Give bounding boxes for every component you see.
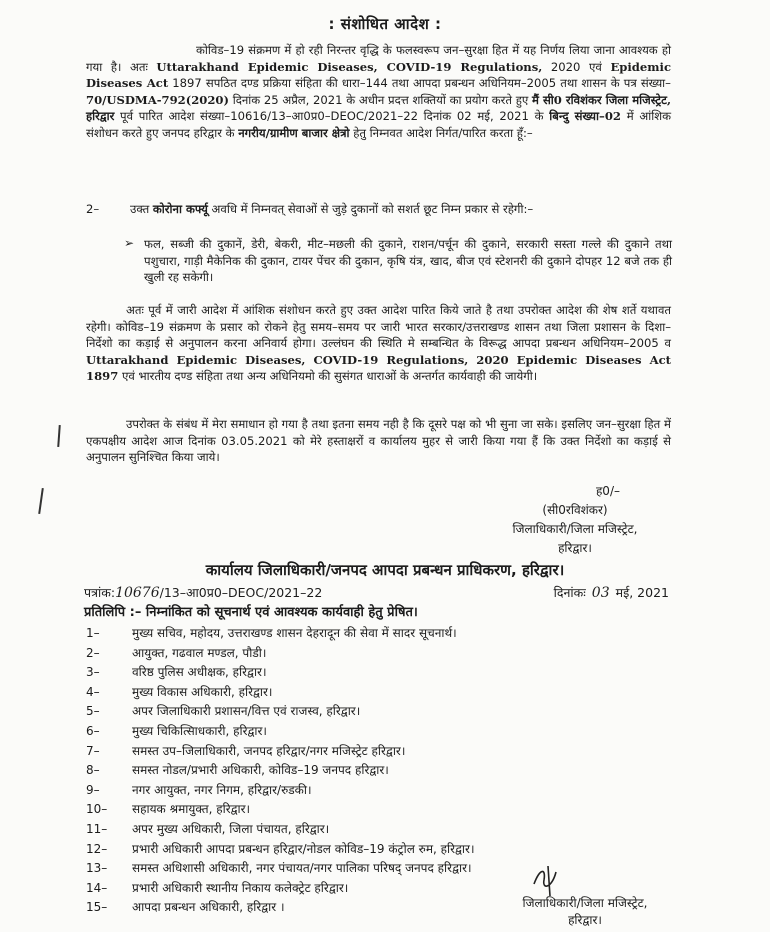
signature-initials: ह0/– bbox=[595, 484, 620, 498]
recipient-number: 1– bbox=[86, 626, 100, 640]
paragraph-4: उपरोक्त के संबंध में मेरा समाधान हो गया है तथा इतना समय नही है कि दूसरे पक्ष को भी सुना जा सके। इसलिए जन–सुरक्षा हित में एकपक्षीय आदेश आज दिनांक 03.05.2021 को मेरे हस्ताक्षरों व कार्यालय मुहर से जारी किया गया हैं कि उक्त निर्देशो का कड़ाई से अनुपालन सुनिश्चित किया जाये। bbox=[86, 417, 671, 465]
para2-bold-curfew: कोरोना कर्फ्यू bbox=[152, 202, 208, 216]
reference-line bbox=[84, 584, 669, 601]
paragraph-1 bbox=[86, 42, 671, 142]
list-item bbox=[86, 683, 606, 703]
reference-label: पत्रांक: bbox=[84, 585, 116, 600]
signature-name: (सी0रविशंकर) bbox=[542, 503, 608, 517]
recipient-number: 13– bbox=[86, 861, 108, 876]
recipient-number: 10– bbox=[86, 802, 108, 817]
para1-text-g: में आंशिक संशोधन करते हुए जनपद हरिद्वार के bbox=[86, 109, 671, 140]
document-title: : संशोधित आदेश : bbox=[328, 15, 442, 33]
signature-place: हरिद्वार। bbox=[558, 541, 592, 555]
list-item bbox=[86, 663, 606, 683]
recipient-text: मुख्य विकास अधिकारी, हरिद्वार। bbox=[132, 684, 273, 699]
date-label: दिनांकः bbox=[553, 585, 586, 600]
para1-text-a: कोविड–19 संक्रमण में हो रही निरन्तर वृद्धि के फलस्वरूप जन–सुरक्षा हित में यह निर्णय लिया जाना आवश्यक हो गया है। अतः bbox=[86, 43, 671, 74]
reference-date bbox=[554, 584, 669, 601]
bullet-point: फल, सब्जी की दुकानें, डेरी, बेकरी, मीट–मछली की दुकाने, राशन/पर्चून की दुकाने, सरकारी सस्ता गल्ले की दुकाने तथा पशुचारा, गाड़ी मैकेनिक की दुकान, टायर पेंचर की दुकान, कृषि यंत्र, खाद, बीज एवं स्टेशनरी की दुकाने दोपहर 12 बजे तक ही खुली रह सकेगी। bbox=[144, 237, 672, 285]
footer-place: हरिद्वार। bbox=[568, 913, 602, 927]
list-item bbox=[86, 722, 606, 742]
para2-number: 2– bbox=[86, 202, 100, 216]
recipient-text: समस्त अधिशासी अधिकारी, नगर पंचायत/नगर पालिका परिषद् जनपद हरिद्वार। bbox=[132, 861, 472, 876]
arrow-bullet-icon: ➢ bbox=[124, 236, 135, 250]
list-item bbox=[86, 702, 606, 722]
para1-text-c: 2020 एवं bbox=[542, 59, 611, 74]
footer-designation: जिलाधिकारी/जिला मजिस्ट्रेट, bbox=[522, 896, 648, 910]
recipient-number: 11– bbox=[86, 821, 108, 836]
recipient-number: 12– bbox=[86, 841, 108, 856]
recipient-text: मुख्य सचिव, महोदय, उत्तराखण्ड शासन देहरादून की सेवा में सादर सूचनार्थ। bbox=[132, 626, 457, 640]
handwritten-signature-icon bbox=[528, 862, 568, 898]
para1-bold-point: बिन्दु संख्या–02 bbox=[549, 109, 621, 124]
margin-mark bbox=[57, 425, 61, 447]
recipient-number: 9– bbox=[86, 782, 100, 797]
para1-text-d: 1897 सपठित दण्ड प्रक्रिया संहिता की धारा–144 तथा आपदा प्रबन्धन अधिनियम–2005 तथा शासन के पत्र संख्या– bbox=[168, 76, 671, 91]
para3-text-c: एवं भारतीय दण्ड संहिता तथा अन्य अधिनियमो की सुसंगत धाराओं के अन्तर्गत कार्यवाही की जायेगी। bbox=[118, 369, 538, 384]
recipient-text: आपदा प्रबन्धन अधिकारी, हरिद्वार । bbox=[132, 900, 285, 915]
recipient-number: 4– bbox=[86, 684, 100, 699]
signature-designation: जिलाधिकारी/जिला मजिस्ट्रेट, bbox=[512, 522, 638, 536]
recipient-number: 2– bbox=[86, 645, 100, 660]
para1-bold-regulations: Uttarakhand Epidemic Diseases, COVID-19 Regulations, bbox=[156, 59, 543, 74]
recipient-text: नगर आयुक्त, नगर निगम, हरिद्वार/रुडकी। bbox=[132, 782, 312, 797]
para2-text-c: अवधि में निम्नवत् सेवाओं से जुड़े दुकानों को सशर्त छूट निम्न प्रकार से रहेगी:– bbox=[207, 202, 534, 216]
para1-text-h: हेतु निम्नवत आदेश निर्गत/पारित करता हूँ:– bbox=[349, 125, 533, 140]
list-item bbox=[86, 840, 606, 860]
recipient-text: प्रभारी अधिकारी स्थानीय निकाय कलेक्ट्रेट हरिद्वार। bbox=[132, 880, 349, 895]
recipient-text: आयुक्त, गढवाल मण्डल, पौडी। bbox=[132, 645, 267, 660]
recipient-number: 8– bbox=[86, 763, 100, 778]
recipient-text: प्रभारी अधिकारी आपदा प्रबन्धन हरिद्वार/नोडल कोविड–19 कंट्रोल रुम, हरिद्वार। bbox=[132, 841, 475, 856]
para3-text-a: अतः पूर्व में जारी आदेश में आंशिक संशोधन करते हुए उक्त आदेश पारित किये जाते है तथा उपरोक्त आदेश की शेष शर्ते यथावत रहेगी। कोविड–19 संक्रमण के प्रसार को रोकने हेतु समय–समय पर जारी भारत सरकार/उत्तराखण्ड शासन तथा जिला प्रशासन के दिशा–निर्देशो का कड़ाई से अनुपालन करना अनिवार्य होगा। उल्लंघन की स्थिति मे सम्बन्धित के विरूद्ध आपदा प्रबन्धन अधिनियम–2005 व bbox=[86, 303, 671, 351]
recipient-text: समस्त नोडल/प्रभारी अधिकारी, कोविड–19 जनपद हरिद्वार। bbox=[132, 763, 389, 778]
office-heading: कार्यालय जिलाधिकारी/जनपद आपदा प्रबन्धन प्राधिकरण, हरिद्वार। bbox=[205, 561, 565, 579]
recipient-number: 5– bbox=[86, 704, 100, 719]
para1-text-e: दिनांक 25 अप्रैल, 2021 के अधीन प्रदत्त शक्तियों का प्रयोग करते हुए bbox=[229, 92, 532, 107]
list-item bbox=[86, 800, 606, 820]
para1-bold-area: नगरीय/ग्रामीण बाजार क्षेत्रो bbox=[238, 125, 350, 140]
para1-text-f: पूर्व पारित आदेश संख्या–10616/13–आ0प्र0–DEOC/2021–22 दिनांक 02 मई, 2021 के bbox=[114, 109, 550, 124]
list-item bbox=[86, 820, 606, 840]
signature-block bbox=[470, 482, 680, 558]
recipient-number: 14– bbox=[86, 880, 108, 895]
list-item bbox=[86, 644, 606, 664]
recipient-number: 3– bbox=[86, 665, 100, 680]
recipient-text: अपर जिलाधिकारी प्रशासन/वित्त एवं राजस्व, हरिद्वार। bbox=[132, 704, 361, 719]
recipient-number: 15– bbox=[86, 900, 108, 915]
recipient-text: अपर मुख्य अधिकारी, जिला पंचायत, हरिद्वार। bbox=[132, 821, 330, 836]
para1-bold-letter-no: 70/USDMA-792(2020) bbox=[86, 92, 229, 107]
para2-text-a: उक्त bbox=[130, 202, 153, 216]
reference-number-handwritten: 10676 bbox=[115, 585, 160, 601]
date-suffix: मई, 2021 bbox=[615, 585, 669, 600]
recipient-number: 6– bbox=[86, 723, 100, 738]
footer-signature-block bbox=[490, 894, 680, 927]
list-item bbox=[86, 781, 606, 801]
paragraph-3 bbox=[86, 302, 671, 385]
list-item bbox=[86, 761, 606, 781]
recipient-number: 7– bbox=[86, 743, 100, 758]
margin-mark bbox=[38, 488, 44, 514]
date-handwritten: 03 bbox=[591, 585, 610, 601]
paragraph-2 bbox=[86, 201, 671, 218]
recipient-text: सहायक श्रमायुक्त, हरिद्वार। bbox=[132, 802, 251, 817]
reference-suffix: /13–आ0प्र0–DEOC/2021–22 bbox=[159, 585, 323, 600]
copy-to-heading: प्रतिलिपि :– निम्नांकित को सूचनार्थ एवं आवश्यक कार्यवाही हेतु प्रेषित। bbox=[84, 605, 418, 620]
recipient-text: वरिष्ठ पुलिस अधीक्षक, हरिद्वार। bbox=[132, 665, 267, 680]
recipient-text: मुख्य चिकित्सािधकारी, हरिद्वार। bbox=[132, 723, 267, 738]
list-item bbox=[86, 624, 606, 644]
list-item bbox=[86, 742, 606, 762]
para1-bold-act: Epidemic Diseases Act bbox=[86, 59, 672, 91]
para3-bold-regulations: Uttarakhand Epidemic Diseases, COVID-19 Regulations, 2020 Epidemic Diseases Act 1897 bbox=[86, 352, 671, 384]
recipient-text: समस्त उप–जिलाधिकारी, जनपद हरिद्वार/नगर मजिस्ट्रेट हरिद्वार। bbox=[132, 743, 406, 758]
para1-bold-officer: मैं सी0 रविशंकर जिला मजिस्ट्रेट, हरिद्वार bbox=[86, 92, 671, 124]
